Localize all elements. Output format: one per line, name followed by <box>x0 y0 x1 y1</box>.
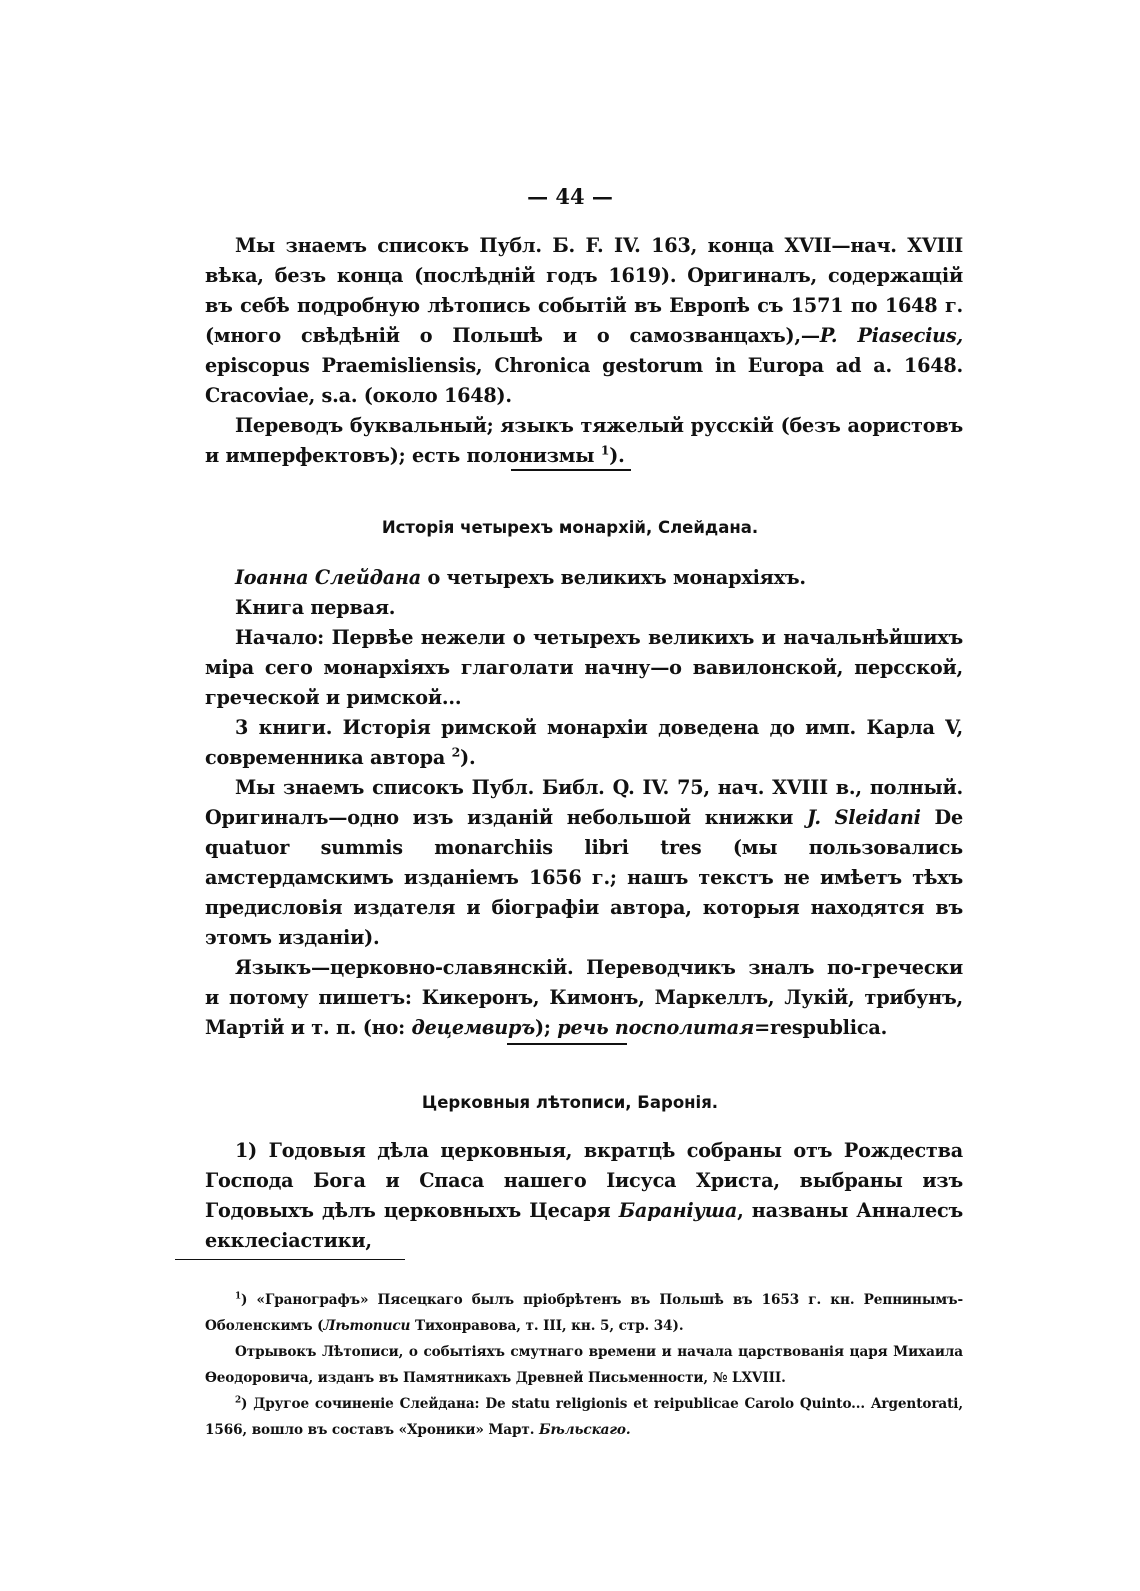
paragraph <box>205 593 963 623</box>
text: Отрывокъ Лѣтописи, о событіяхъ смутнаго времени и начала царствованія царя Михаила Ѳеодоровича, изданъ въ Памятникахъ Древней Письменности, № LXVIII. <box>205 1344 963 1386</box>
text: ) Другое сочиненіе Слейдана: De statu religionis et reipublicae Carolo Quinto... Argentorati, 1566, вошло въ составъ «Хроники» Март. <box>205 1396 963 1438</box>
text: ) «Гранографъ» Пясецкаго былъ пріобрѣтенъ въ Польшѣ въ 1653 г. кн. Репнинымъ-Оболенскимъ ( <box>205 1292 963 1334</box>
term: децемвиръ <box>411 1016 535 1039</box>
text: 3 книги. Исторія римской монархіи доведена до имп. Карла V, современника автора <box>205 716 963 769</box>
text: Мы знаемъ списокъ Публ. Библ. Q. IV. 75, нач. XVIII в., полный. Оригиналъ—одно изъ изданій небольшой книжки <box>205 776 963 829</box>
text: episcopus Praemisliensis, Chronica gestorum in Europa ad a. 1648. Cracoviae, s.a. (около 1648). <box>205 354 963 407</box>
text: ); <box>534 1016 558 1039</box>
text: Начало: Первѣе нежели о четырехъ великихъ и начальнѣйшихъ міра сего монархіяхъ глаголати начну—о вавилонской, персской, греческой и римской... <box>205 626 963 709</box>
footnote-mark: 2 <box>235 1395 242 1406</box>
text: Тихонравова, т. III, кн. 5, стр. 34). <box>410 1318 684 1334</box>
footnote-divider <box>175 1259 405 1260</box>
text: De quatuor summis monarchiis libri tres (мы пользовались амстердамскимъ изданіемъ 1656 г.; нашъ текстъ не имѣетъ тѣхъ предисловія издателя и біографіи автора, которыя находятся въ этомъ изданіи). <box>205 806 963 949</box>
section2-block <box>205 1136 963 1256</box>
section-title: Церковныя лѣтописи, Баронія. <box>421 1093 719 1112</box>
text: Языкъ—церковно-славянскій. Переводчикъ зналъ по-гречески и потому пишетъ: <box>205 956 963 1009</box>
section-divider <box>511 469 631 471</box>
text: и т. п. (но: <box>284 1016 412 1039</box>
text: =respublica. <box>754 1016 888 1039</box>
intro-block <box>205 231 963 471</box>
paragraph <box>205 231 963 411</box>
text: Мы знаемъ списокъ Публ. Б. F. IV. 163, конца XVII—нач. XVIII вѣка, безъ конца (послѣдній годъ 1619). Оригиналъ, содержащій въ себѣ подробную лѣтопись событій въ Европѣ съ 1571 по 1648 г. (много свѣдѣній о Польшѣ и о самозванцахъ),— <box>205 234 963 347</box>
author-name: Іоанна Слейдана <box>235 566 421 589</box>
footnote-mark: 2 <box>451 744 461 760</box>
paragraph <box>205 411 963 471</box>
text: , названы Анналесъ екклесіастики, <box>205 1199 963 1252</box>
paragraph <box>205 563 963 593</box>
paragraph <box>205 623 963 713</box>
text: ). <box>609 444 625 467</box>
author-name: P. Piasecius, <box>819 324 964 347</box>
footnote <box>205 1391 963 1443</box>
footnotes <box>205 1287 963 1443</box>
footnote <box>205 1287 963 1339</box>
paragraph <box>205 1136 963 1256</box>
text: Переводъ буквальный; языкъ тяжелый русскій (безъ аористовъ и имперфектовъ); есть полонизмы <box>205 414 963 467</box>
footnote-mark: 1 <box>600 442 610 458</box>
section-title: Исторія четырехъ монархій, Слейдана. <box>381 518 759 537</box>
author-name: Бѣльскаго. <box>539 1422 631 1438</box>
term: Лѣтописи <box>323 1318 411 1334</box>
section1-block <box>205 563 963 1043</box>
footnote <box>205 1339 963 1391</box>
paragraph <box>205 713 963 773</box>
paragraph <box>205 773 963 953</box>
footnote-mark: 1 <box>235 1291 242 1302</box>
term: речь посполитая <box>557 1016 755 1039</box>
text: 1) Годовыя дѣла церковныя, вкратцѣ собраны отъ Рождества Господа Бога и Спаса нашего Іисуса Христа, выбраны изъ Годовыхъ дѣлъ церковныхъ Цесаря <box>205 1139 963 1222</box>
author-name: Бараніуша <box>618 1199 738 1222</box>
text: Кикеронъ, Кимонъ, Маркеллъ, Лукій, трибунъ, Мартій <box>205 986 963 1039</box>
text: Книга первая. <box>235 596 396 619</box>
text: ). <box>460 746 476 769</box>
section-divider <box>507 1043 627 1045</box>
author-name: J. Sleidani <box>806 806 921 829</box>
paragraph <box>205 953 963 1043</box>
page-number: — 44 — <box>527 184 613 209</box>
text: о четырехъ великихъ монархіяхъ. <box>420 566 806 589</box>
